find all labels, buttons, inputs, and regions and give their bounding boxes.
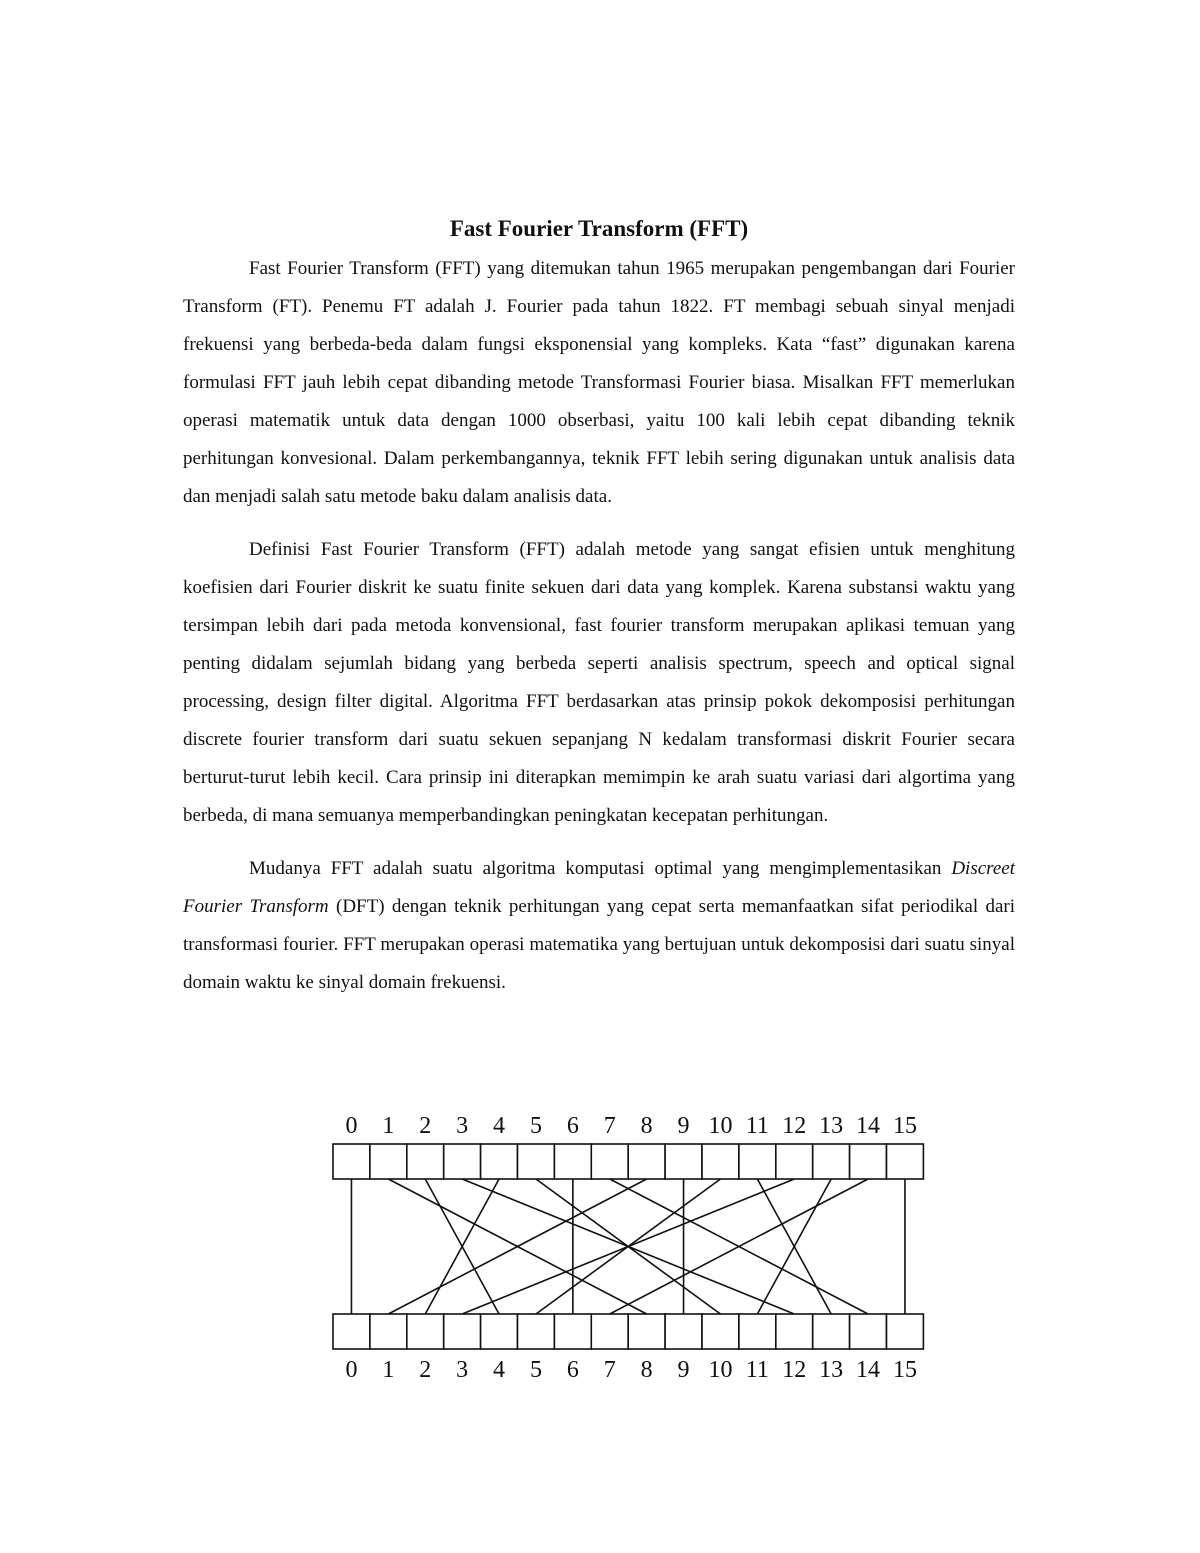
bit-reversal-diagram (320, 1106, 945, 1386)
top-index-label: 5 (529, 1113, 542, 1139)
top-index-label: 9 (677, 1113, 690, 1139)
bottom-cell-0 (333, 1314, 370, 1349)
top-index-label: 14 (856, 1113, 881, 1139)
top-cell-3 (444, 1144, 481, 1179)
bottom-index-label: 13 (819, 1357, 844, 1383)
top-index-label: 6 (566, 1113, 579, 1139)
bottom-cell-10 (702, 1314, 739, 1349)
bottom-index-label: 0 (345, 1357, 358, 1383)
bottom-index-label: 9 (677, 1357, 690, 1383)
top-cell-8 (628, 1144, 665, 1179)
top-index-label: 13 (819, 1113, 844, 1139)
bottom-cell-9 (665, 1314, 702, 1349)
bottom-index-label: 8 (640, 1357, 653, 1383)
top-index-label: 2 (419, 1113, 432, 1139)
bottom-index-label: 1 (382, 1357, 395, 1383)
top-cell-10 (702, 1144, 739, 1179)
bottom-index-label: 5 (529, 1357, 542, 1383)
document-page (183, 212, 1015, 1002)
top-index-label: 10 (708, 1113, 733, 1139)
bottom-cell-8 (628, 1314, 665, 1349)
bottom-cell-5 (518, 1314, 555, 1349)
bottom-index-label: 3 (456, 1357, 469, 1383)
top-index-label: 1 (382, 1113, 395, 1139)
top-index-label: 8 (640, 1113, 653, 1139)
bottom-cell-13 (813, 1314, 850, 1349)
bottom-cell-3 (444, 1314, 481, 1349)
bottom-cell-4 (481, 1314, 518, 1349)
bottom-index-label: 10 (708, 1357, 733, 1383)
bottom-index-label: 4 (493, 1357, 506, 1383)
page-title: Fast Fourier Transform (FFT) (449, 216, 749, 241)
bottom-cell-12 (776, 1314, 813, 1349)
bottom-index-label: 6 (566, 1357, 579, 1383)
top-cell-7 (591, 1144, 628, 1179)
bit-reversal-diagram-svg (320, 1106, 945, 1386)
top-index-label: 11 (745, 1113, 769, 1139)
paragraph-3 (183, 850, 1015, 1002)
top-cell-14 (850, 1144, 887, 1179)
top-index-label: 12 (782, 1113, 807, 1139)
paragraph-1: Fast Fourier Transform (FFT) yang ditemukan tahun 1965 merupakan pengembangan dari Fourier Transform (FT). Penemu FT adalah J. Fourier pada tahun 1822. FT membagi sebuah sinyal menjadi frekuensi yang berbeda-beda dalam fungsi eksponensial yang kompleks. Kata “fast” digunakan karena formulasi FFT jauh lebih cepat dibanding metode Transformasi Fourier biasa. Misalkan FFT memerlukan operasi matematik untuk data dengan 1000 obserbasi, yaitu 100 kali lebih cepat dibanding teknik perhitungan konvesional. Dalam perkembangannya, teknik FFT lebih sering digunakan untuk analisis data dan menjadi salah satu metode baku dalam analisis data. (183, 258, 1015, 507)
top-index-label: 0 (345, 1113, 358, 1139)
top-index-label: 4 (493, 1113, 506, 1139)
bottom-index-label: 7 (603, 1357, 616, 1383)
top-cell-11 (739, 1144, 776, 1179)
top-cell-12 (776, 1144, 813, 1179)
paragraph-3-after: (DFT) dengan teknik perhitungan yang cepat serta memanfaatkan sifat periodikal dari transformasi fourier. FFT merupakan operasi matematika yang bertujuan untuk dekomposisi dari suatu sinyal domain waktu ke sinyal domain frekuensi. (183, 896, 1015, 993)
top-cell-6 (554, 1144, 591, 1179)
bottom-cell-2 (407, 1314, 444, 1349)
bottom-cell-11 (739, 1314, 776, 1349)
bottom-index-label: 11 (745, 1357, 769, 1383)
bottom-cell-15 (887, 1314, 924, 1349)
paragraph-3-italic-term: Discreet Fourier Transform (183, 858, 1015, 917)
bottom-cell-1 (370, 1314, 407, 1349)
bottom-index-label: 15 (892, 1357, 917, 1383)
bottom-index-label: 2 (419, 1357, 432, 1383)
top-index-label: 15 (892, 1113, 917, 1139)
top-index-label: 7 (603, 1113, 616, 1139)
top-cell-15 (887, 1144, 924, 1179)
top-index-label: 3 (456, 1113, 469, 1139)
top-cell-2 (407, 1144, 444, 1179)
bottom-index-label: 14 (856, 1357, 881, 1383)
top-cell-1 (370, 1144, 407, 1179)
bottom-index-label: 12 (782, 1357, 807, 1383)
paragraph-3-before: Mudanya FFT adalah suatu algoritma komputasi optimal yang mengimplementasikan (249, 858, 952, 879)
top-cell-13 (813, 1144, 850, 1179)
bottom-cell-14 (850, 1314, 887, 1349)
top-cell-5 (518, 1144, 555, 1179)
paragraph-2: Definisi Fast Fourier Transform (FFT) adalah metode yang sangat efisien untuk menghitung koefisien dari Fourier diskrit ke suatu finite sekuen dari data yang komplek. Karena substansi waktu yang tersimpan lebih dari pada metoda konvensional, fast fourier transform merupakan aplikasi temuan yang penting didalam sejumlah bidang yang berbeda seperti analisis spectrum, speech and optical signal processing, design filter digital. Algoritma FFT berdasarkan atas prinsip pokok dekomposisi perhitungan discrete fourier transform dari suatu sekuen sepanjang N kedalam transformasi diskrit Fourier secara berturut-turut lebih kecil. Cara prinsip ini diterapkan memimpin ke arah suatu variasi dari algortima yang berbeda, di mana semuanya memperbandingkan peningkatan kecepatan perhitungan. (183, 539, 1015, 826)
top-cell-0 (333, 1144, 370, 1179)
top-cell-9 (665, 1144, 702, 1179)
bottom-cell-6 (554, 1314, 591, 1349)
top-cell-4 (481, 1144, 518, 1179)
bottom-cell-7 (591, 1314, 628, 1349)
